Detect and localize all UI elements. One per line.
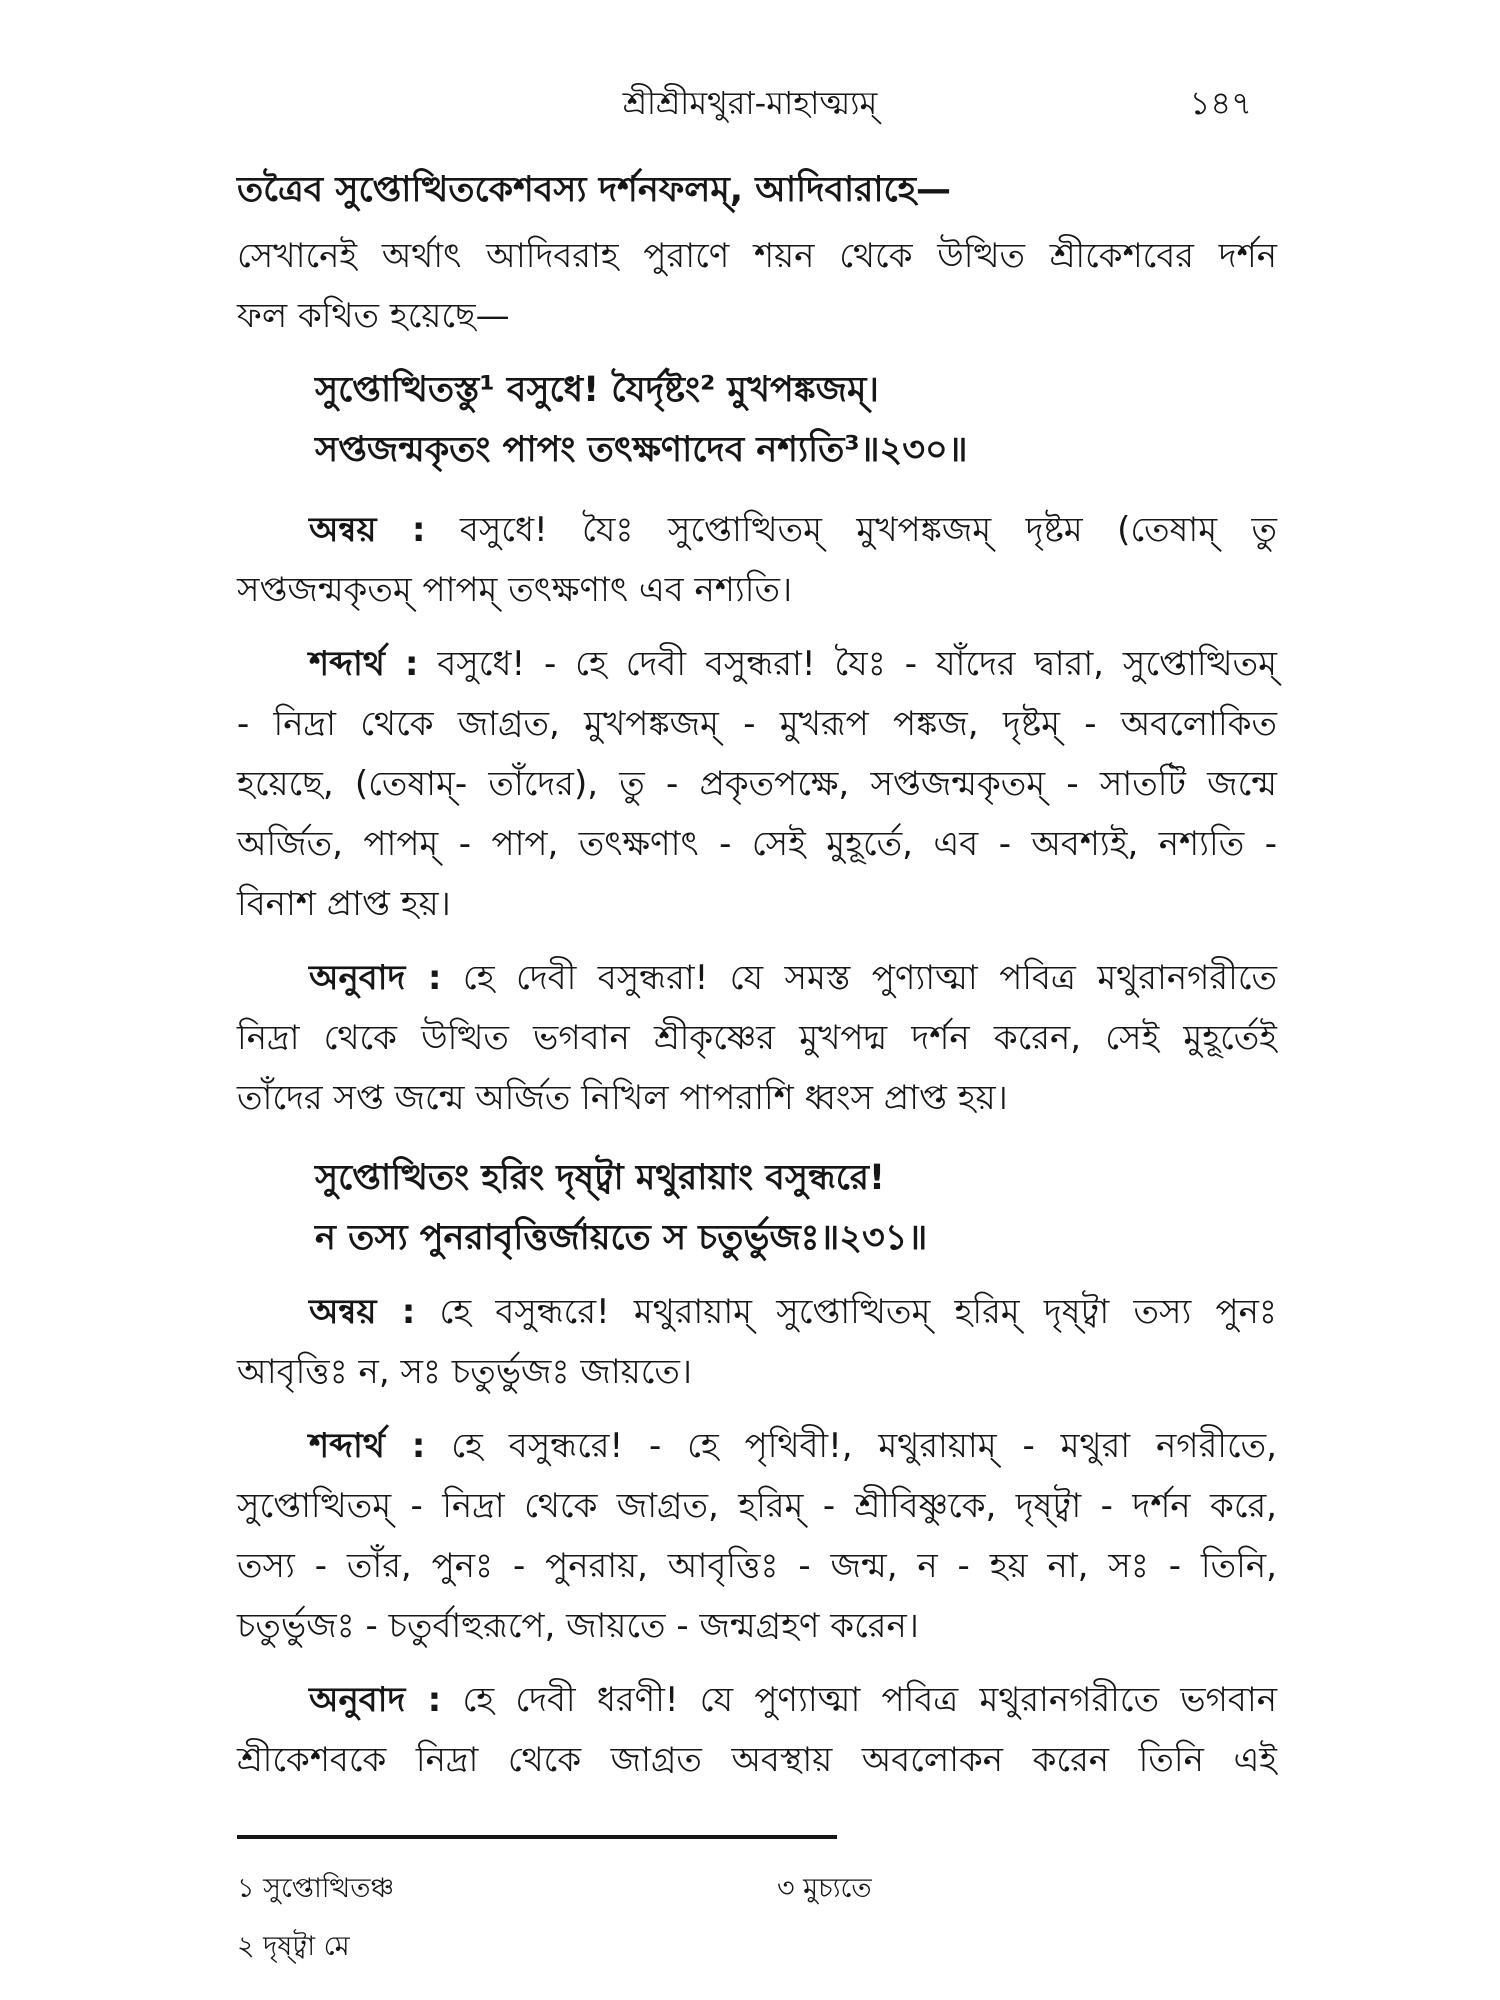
footnote-1: ১ সুপ্তোত্থিতঞ্চ: [237, 1873, 395, 1904]
shabdartha-line: [237, 1416, 1277, 1476]
anvaya-line: [237, 500, 1277, 560]
anuvad-text: হে দেবী ধরণী! যে পুণ্যাত্মা পবিত্র মথুরানগরীতে ভগবান: [462, 1680, 1277, 1720]
anvaya-line: সপ্তজন্মকৃতম্ পাপম্ তৎক্ষণাৎ এব নশ্যতি।: [237, 570, 793, 610]
anvaya-line: আবৃত্তিঃ ন, সঃ চতুর্ভুজঃ জায়তে।: [237, 1352, 693, 1392]
anuvad-label: অনুবাদ :: [309, 958, 442, 998]
footnote-row: [237, 1860, 1277, 1918]
running-title: শ্রীশ্রীমথুরা-মাহাত্ম্যম্: [622, 84, 878, 122]
anvaya-label: অন্বয় :: [309, 510, 426, 550]
page-number: ১৪৭: [1189, 84, 1252, 122]
anuvad-line: শ্রীকেশবকে নিদ্রা থেকে জাগ্রত অবস্থায় অবলোকন করেন তিনি এই: [237, 1740, 1277, 1780]
shabdartha-line: তস্য - তাঁর, পুনঃ - পুনরায়, আবৃত্তিঃ - জন্ম, ন - হয় না, সঃ - তিনি,: [237, 1546, 1277, 1586]
shabdartha-line: বিনাশ প্রাপ্ত হয়।: [237, 884, 451, 924]
footnote-3: ৩ মুচ্যতে: [777, 1873, 872, 1904]
shabdartha-line: হয়েছে, (তেষাম্- তাঁদের), তু - প্রকৃতপক্ষে, সপ্তজন্মকৃতম্ - সাতটি জন্মে: [237, 764, 1277, 804]
running-head: [0, 78, 1500, 128]
verse-line: ন তস্য পুনরাবৃত্তির্জায়তে স চতুর্ভুজঃ॥২৩১॥: [315, 1218, 928, 1258]
intro-line: সেখানেই অর্থাৎ আদিবরাহ পুরাণে শয়ন থেকে উত্থিত শ্রীকেশবের দর্শন: [237, 236, 1277, 276]
anvaya-text: বসুধে! যৈঃ সুপ্তোত্থিতম্ মুখপঙ্কজম্ দৃষ্টম (তেষাম্ তু: [459, 510, 1278, 550]
intro-line: ফল কথিত হয়েছে—: [237, 296, 510, 336]
anvaya-text: হে বসুন্ধরে! মথুরায়াম্ সুপ্তোত্থিতম্ হরিম্ দৃষ্ট্বা তস্য পুনঃ: [439, 1292, 1277, 1332]
anvaya-line: [237, 1282, 1277, 1342]
anuvad-line: [237, 1670, 1277, 1730]
anuvad-line: নিদ্রা থেকে উত্থিত ভগবান শ্রীকৃষ্ণের মুখপদ্ম দর্শন করেন, সেই মুহূর্তেই: [237, 1018, 1277, 1058]
shabdartha-text: হে বসুন্ধরে! - হে পৃথিবী!, মথুরায়াম্ - মথুরা নগরীতে,: [451, 1426, 1277, 1466]
anuvad-text: হে দেবী বসুন্ধরা! যে সমস্ত পুণ্যাত্মা পবিত্র মথুরানগরীতে: [462, 958, 1277, 998]
anvaya-label: অন্বয় :: [309, 1292, 416, 1332]
verse-line: সুপ্তোত্থিতস্তু¹ বসুধে! যৈর্দৃষ্টং² মুখপঙ্কজম্।: [315, 370, 879, 410]
verse-line: সুপ্তোত্থিতং হরিং দৃষ্ট্বা মথুরায়াং বসুন্ধরে!: [315, 1158, 885, 1198]
footnote-2: ২ দৃষ্ট্বা মে: [237, 1931, 350, 1962]
shabdartha-line: চতুর্ভুজঃ - চতুর্বাহুরূপে, জায়তে - জন্মগ্রহণ করেন।: [237, 1606, 919, 1646]
anuvad-label: অনুবাদ :: [309, 1680, 442, 1720]
shabdartha-line: সুপ্তোত্থিতম্ - নিদ্রা থেকে জাগ্রত, হরিম্ - শ্রীবিষ্ণুকে, দৃষ্ট্বা - দর্শন করে,: [237, 1486, 1277, 1526]
body-text: [237, 160, 1277, 1790]
footnote-rule: [237, 1835, 837, 1839]
shabdartha-text: বসুধে! - হে দেবী বসুন্ধরা! যৈঃ - যাঁদের দ্বারা, সুপ্তোত্থিতম্: [437, 644, 1277, 684]
verse-line: সপ্তজন্মকৃতং পাপং তৎক্ষণাদেব নশ্যতি³॥২৩০॥: [315, 430, 968, 470]
section-heading: তত্রৈব সুপ্তোত্থিতকেশবস্য দর্শনফলম্, আদিবারাহে—: [237, 170, 951, 210]
shabdartha-line: [237, 634, 1277, 694]
anuvad-line: তাঁদের সপ্ত জন্মে অর্জিত নিখিল পাপরাশি ধ্বংস প্রাপ্ত হয়।: [237, 1078, 1008, 1118]
shabdartha-line: - নিদ্রা থেকে জাগ্রত, মুখপঙ্কজম্ - মুখরূপ পঙ্কজ, দৃষ্টম্ - অবলোকিত: [237, 704, 1277, 744]
anuvad-line: [237, 948, 1277, 1008]
shabdartha-label: শব্দার্থ :: [309, 1426, 426, 1466]
footnote-row: [237, 1918, 1277, 1976]
shabdartha-label: শব্দার্থ :: [309, 644, 419, 684]
footnotes: [237, 1860, 1277, 1976]
shabdartha-line: অর্জিত, পাপম্ - পাপ, তৎক্ষণাৎ - সেই মুহূর্তে, এব - অবশ্যই, নশ্যতি -: [237, 824, 1277, 864]
